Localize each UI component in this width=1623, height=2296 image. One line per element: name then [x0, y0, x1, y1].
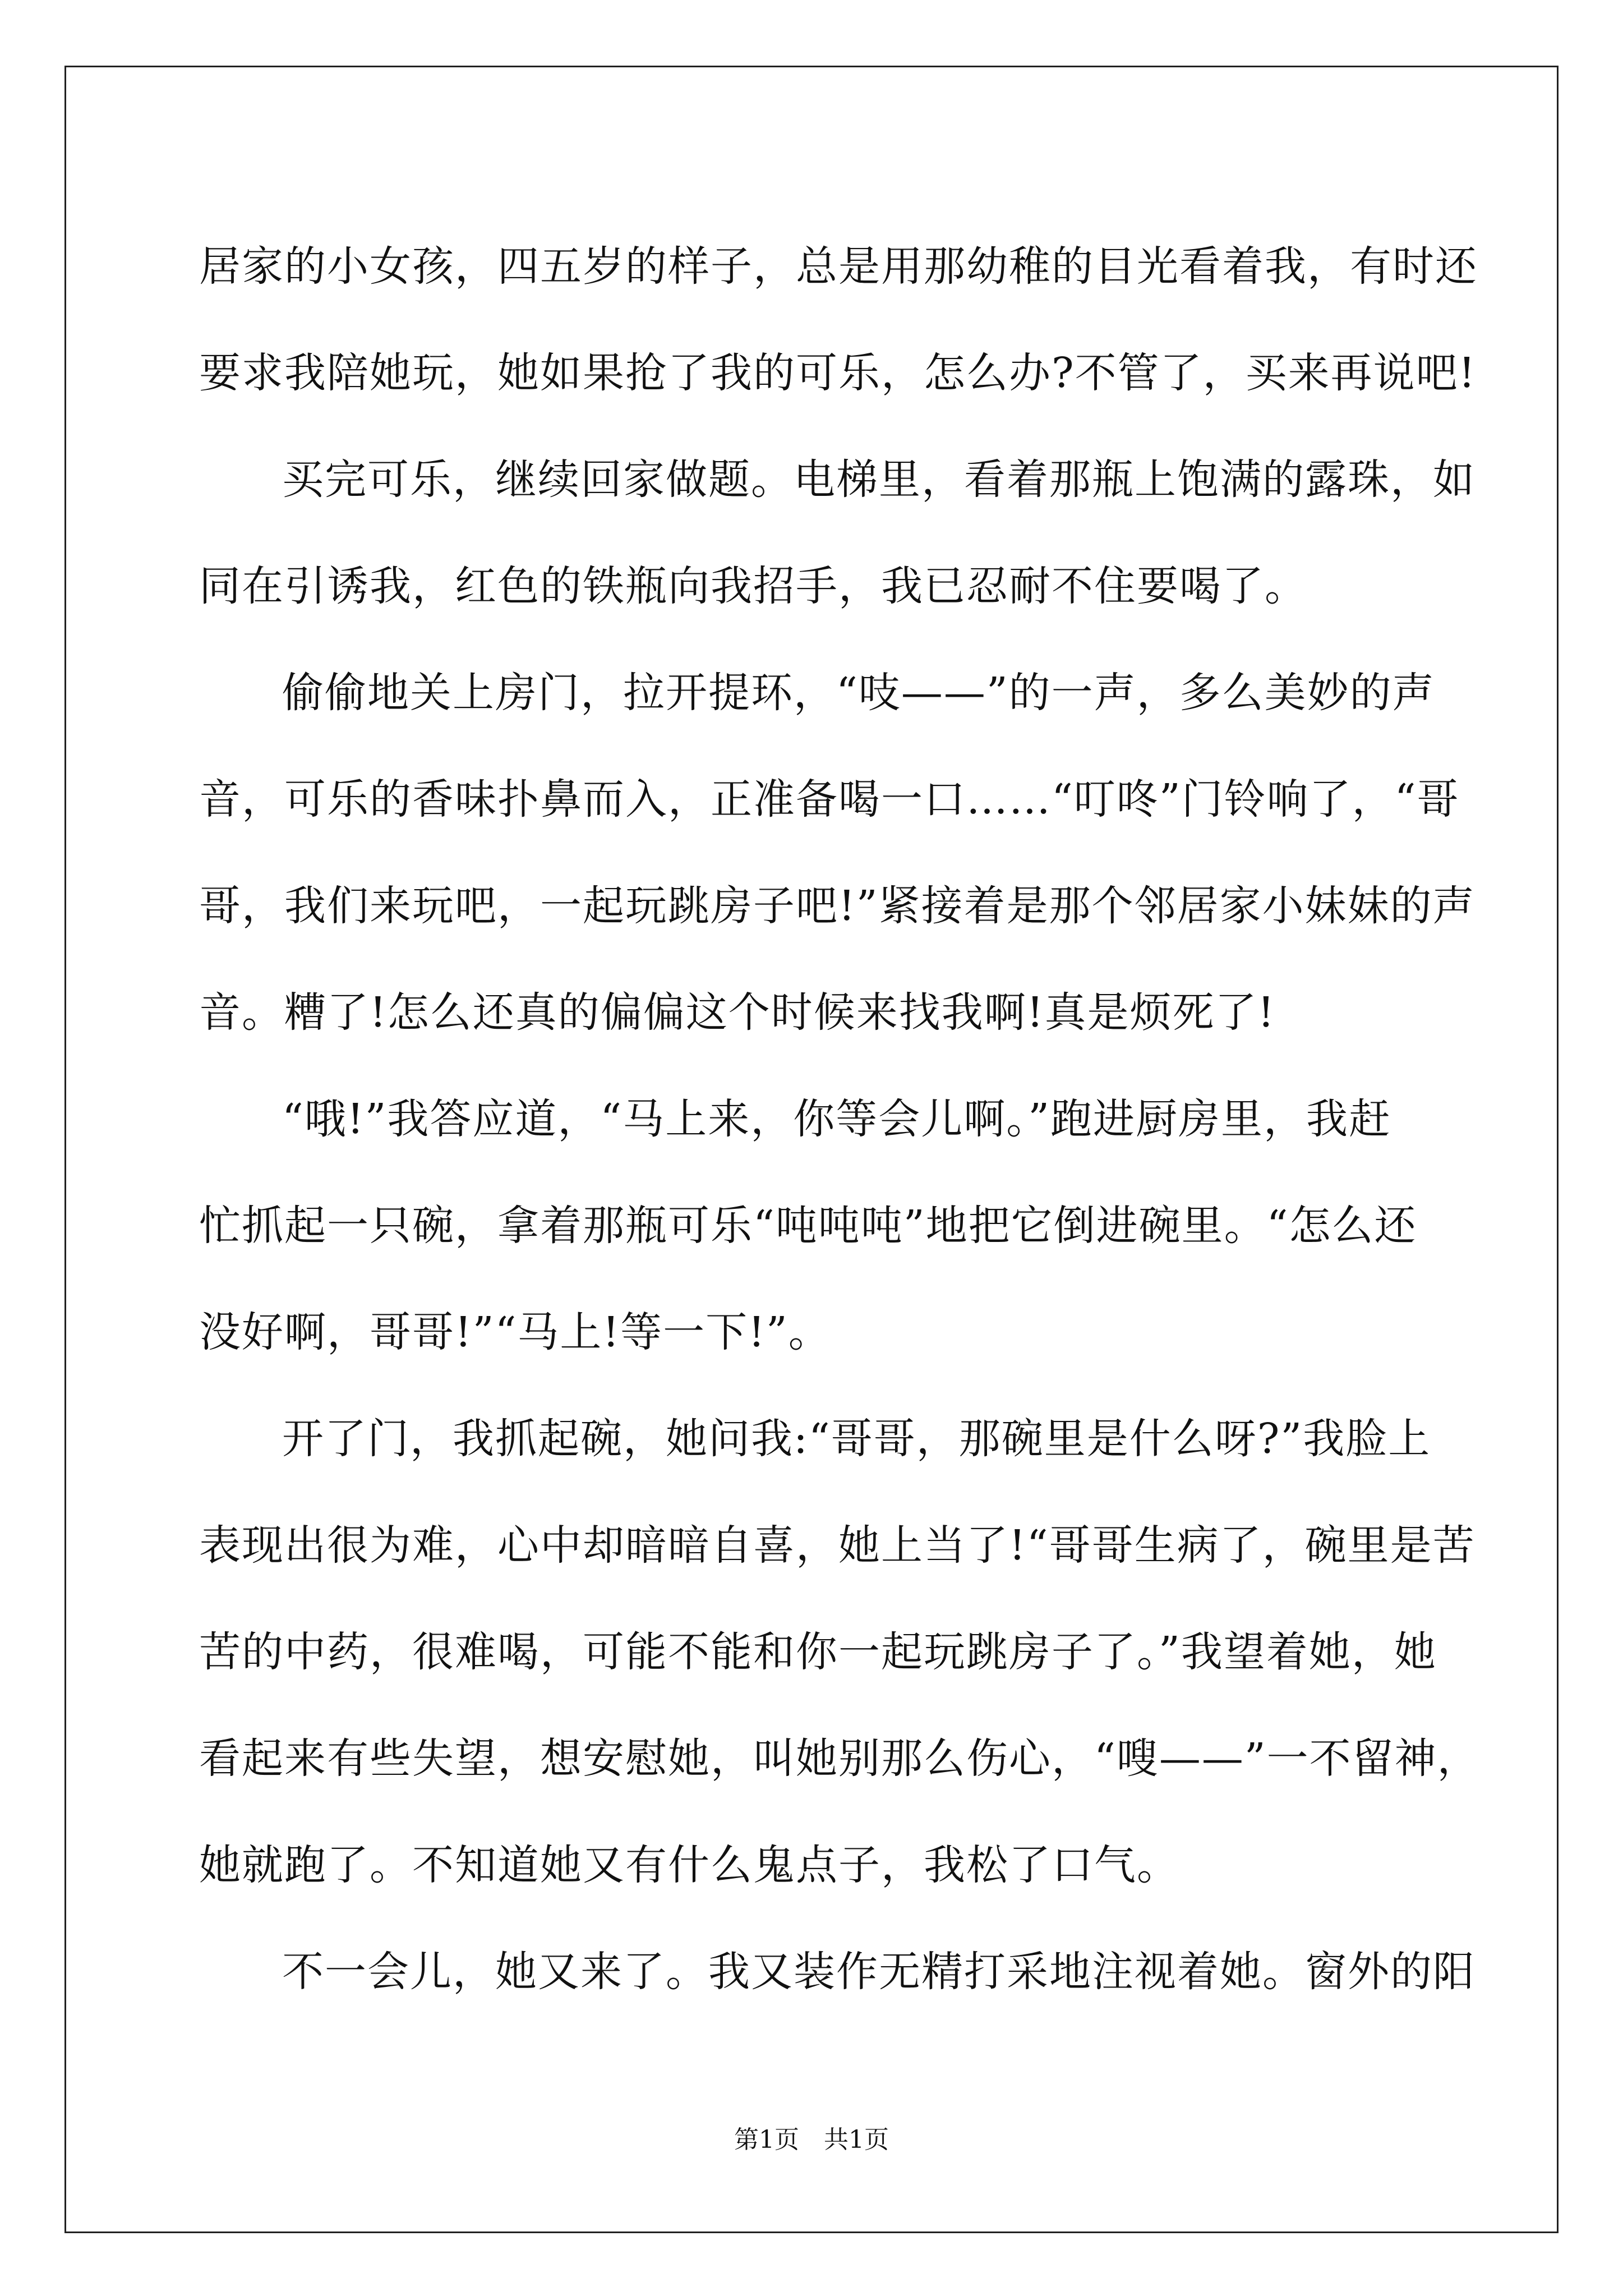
text-line: 开了门，我抓起碗，她问我:“哥哥，那碗里是什么呀?”我脸上	[282, 1415, 1431, 1463]
text-line: 没好啊，哥哥!”“马上!等一下!”。	[199, 1308, 831, 1356]
document-body	[199, 213, 1480, 2025]
text-line: 音。糟了!怎么还真的偏偏这个时候来找我啊!真是烦死了!	[199, 988, 1276, 1037]
text-line: 音，可乐的香味扑鼻而入，正准备喝一口……“叮咚”门铃响了，“哥	[199, 775, 1460, 823]
text-line: 表现出很为难，心中却暗暗自喜，她上当了!“哥哥生病了，碗里是苦	[199, 1521, 1476, 1570]
text-line: 她就跑了。不知道她又有什么鬼点子，我松了口气。	[199, 1841, 1179, 1889]
text-line: 苦的中药，很难喝，可能不能和你一起玩跳房子了。”我望着她，她	[199, 1628, 1437, 1676]
text-line: 居家的小女孩，四五岁的样子，总是用那幼稚的目光看着我，有时还	[199, 242, 1478, 291]
text-line: 同在引诱我，红色的铁瓶向我招手，我已忍耐不住要喝了。	[199, 562, 1307, 610]
text-line: 看起来有些失望，想安慰她，叫她别那么伤心，“嗖——”一不留神，	[199, 1734, 1480, 1783]
page-number-footer: 第1页 共1页	[734, 2125, 889, 2154]
text-line: 不一会儿，她又来了。我又装作无精打采地注视着她。窗外的阳	[282, 1948, 1476, 1996]
text-line: “哦!”我答应道，“马上来，你等会儿啊。”跑进厨房里，我赶	[282, 1095, 1392, 1143]
text-line: 忙抓起一只碗，拿着那瓶可乐“吨吨吨”地把它倒进碗里。“怎么还	[199, 1202, 1417, 1250]
text-line: 偷偷地关上房门，拉开提环，“吱——”的一声，多么美妙的声	[282, 669, 1435, 717]
text-line: 要求我陪她玩，她如果抢了我的可乐，怎么办?不管了，买来再说吧!	[199, 349, 1477, 397]
text-line: 买完可乐，继续回家做题。电梯里，看着那瓶上饱满的露珠，如	[282, 455, 1476, 504]
text-line: 哥，我们来玩吧，一起玩跳房子吧!”紧接着是那个邻居家小妹妹的声	[199, 882, 1476, 930]
